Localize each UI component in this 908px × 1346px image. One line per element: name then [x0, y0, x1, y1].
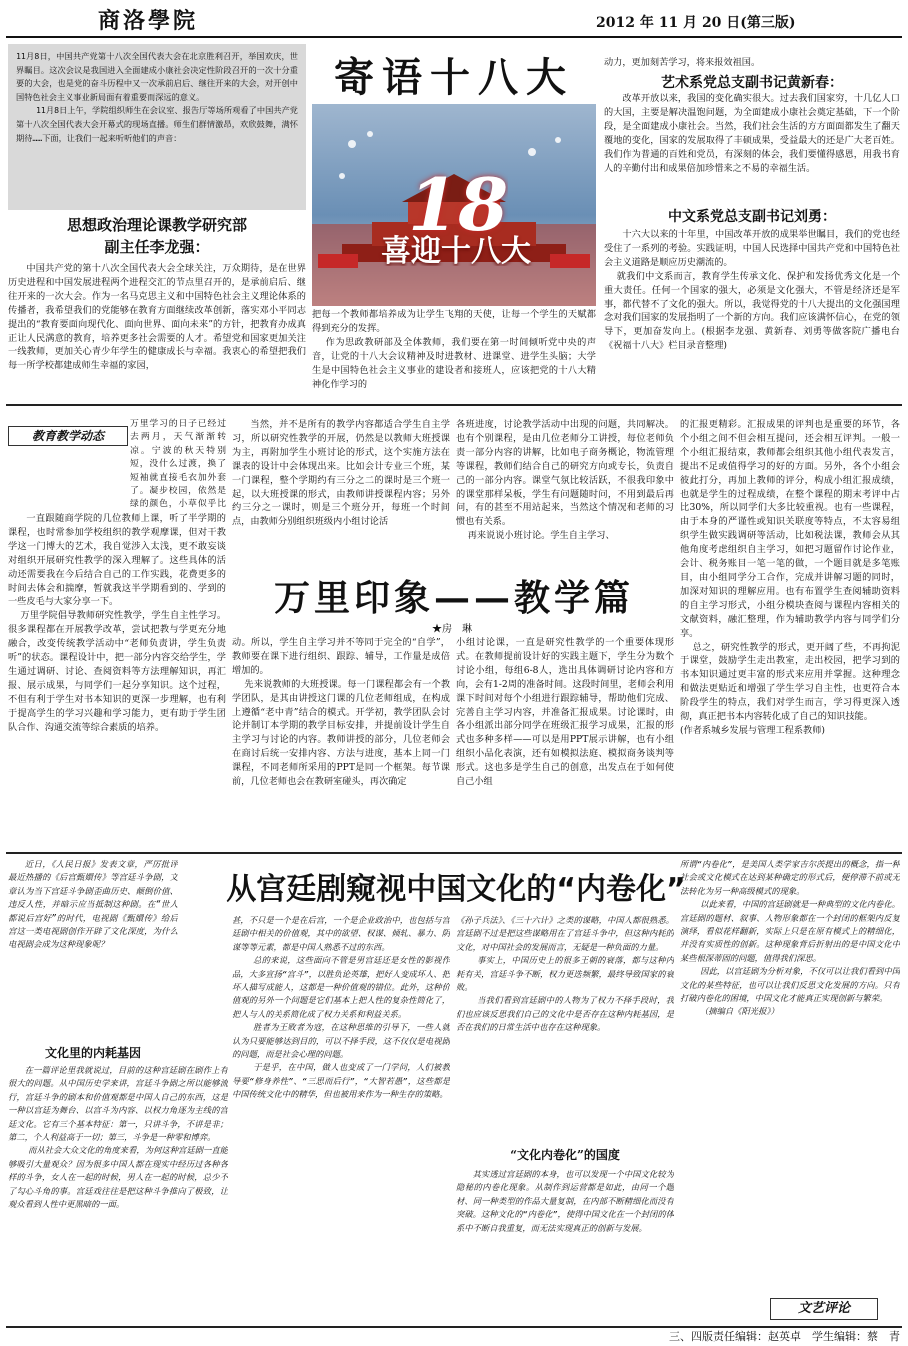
middle-title: 万里印象——教学篇	[273, 577, 634, 619]
mid-col4: 的汇报更精彩。汇报成果的评判也是重要的环节，各个小组之间不但会相互提问，还会相互评判。一般一个小组汇报结束，教师都会组织其他小组代表发言，提出不足或值得学习的好的方面。另外，各个小组会彼此打分，再加上教师的评分，构成小组汇报成绩，也就是学生的过程成绩，在整个课程的期末考评中占比30%，所以同学们大多比较重视。也有一些课程，由于本身的严谨性或知识关联度等特点，不太容易组织学生做实践调研等活动，比如税法课，教师会从其他角度考虑组织自主学习，如把习题留作讨论作业，会计、税务账目一笔一笔的做，一个题目就是多笔账目，由小组同学分工合作，完成并讲解习题的同时，加深对知识的理解应用。也有布置学生查阅辅助资料的自主学习形式，小组分模块查阅与课程内容相关的文献资料，融汇整理，作为辅助教学内容与同学们分享。 总之，研究性教学的形式，更开阔了些，不再拘泥于课堂，鼓励学生走出教室，走出校园，把学习到的书本知识通过更丰富的形式来应用并掌握。这种理念和做法更贴近和增强了学生学习自主性，也更符合本阶段学生的特点，我们对学生而言，学习得更深入透彻，真正把书本内容转化成了自己的知识技能。 (作者系城乡发展与管理工程系教师)	[680, 419, 900, 736]
bottom-col2: 甚，不只是一个是在后宫，一个是企业政治中，也包括与宫廷剧中相关的价值观，其中的欲望、权谋、倾轧、暴力、阴谋等等元素，都是中国人熟悉不过的东西。 总的来说，这些面向不管是男宫廷还是女性的影视作品，大多宣扬“宫斗”，以胜负论英雄，把好人变成坏人、把坏人描写成能人，这都是一种价值观的错位。此外，这种价值观的另外一个问题是它们基本上把人性的复杂性简化了，把人与人的关系简化成了权力关系和利益关系。 胜者为王败者为寇，在这种思维的引导下，一些人就认为只要能够达到目的，可以不择手段，这不仅仅是电视剧的问题，而是社会心理的问题。 于是乎，在中国，做人也变成了一门学问，人们被教导要“修身养性”、“三思而后行”，“大智若愚”，这些都是中国传统文化中的精华，但也被用来作为一种生存的策略。	[232, 915, 450, 1100]
left-heading-1: 思想政治理论课教学研究部	[66, 216, 247, 234]
bottom-intro: 近日，《人民日报》发表文章，严厉批评最近热播的《后宫甄嬛传》等宫廷斗争剧，文章认为当下宫廷斗争剧歪曲历史、颠倒价值、违反人性，并暗示应当抵制这种剧。在“世人都说后宫好”的时代，电视剧《甄嬛传》给后宫这一类电视剧创作开辟了文化深度，为什么电视剧会成为这种现象呢？	[8, 859, 178, 950]
right-intro: 动力，更加刻苦学习，将来报效祖国。	[604, 57, 761, 68]
intro-text: 11月8日，中国共产党第十八次全国代表大会在北京胜利召开，举国欢庆，世界瞩目。这次会议是我国进入全面建成小康社会决定性阶段召开的一次十分重要的大会，也是党的奋斗历程中又一次承前启后、继往开来的大会，对开创中国特色社会主义事业新局面有着重要而深远的意义。 11月8日上午，学院组织师生在会议室、报告厅等场所观看了中国共产党第十八次全国代表大会开幕式的现场直播。师生们群情激昂，欢欣鼓舞，满怀期待……下面，让我们一起来听听他们的声音：	[16, 51, 298, 143]
section-rule-1	[6, 404, 902, 406]
bottom-col1: 在一篇评论里我就说过，目前的这种宫廷剧在剧作上有很大的问题。从中国历史学来讲，宫廷斗争剧之所以能够流行，宫廷斗争的剧本和价值观都是中国人自己的东西，这是一种以宫廷为舞台、以宫斗为内容、以权力角逐为主线的宫廷文化。它有三个基本特征：第一，只讲斗争，不讲是非；第二，个人利益高于一切；第三，斗争是一种零和博弈。 而从社会大众文化的角度来看，为何这种宫廷剧一直能够吸引大量观众？因为很多中国人都在现实中经历过各种各样的斗争，女人在一起的时候，男人在一起的时候，总少不了勾心斗角的事。宫廷戏往往是把这种斗争推向了极致，让观众看到人性中更黑暗的一面。	[8, 1065, 228, 1210]
bottom-col4: 所谓“内卷化”，是美国人类学家吉尔茨提出的概念，指一种社会或文化模式在达到某种确定的形式后，便停滞不前或无法转化为另一种高级模式的现象。 以此来看，中国的宫廷剧就是一种典型的文化内卷化。宫廷剧的题材、叙事、人物形象都在一个封闭的框架内反复演绎，看似花样翻新，实际上只是在原有模式上的精细化，并没有实质性的创新。这种现象背后折射出的是中国文化中某些根深蒂固的问题，值得我们深思。 因此，以宫廷剧为分析对象，不仅可以让我们看到中国文化的某些特征，也可以让我们反思文化发展的方向。只有打破内卷化的困境，中国文化才能真正实现创新与繁荣。 （摘编自《阳光报》）	[680, 859, 900, 1017]
banner-image	[312, 104, 596, 306]
right-body-2: 十六大以来的十年里，中国改革开放的成果举世瞩目，我们的党也经受住了一系列的考验。实践证明，中国人民选择中国共产党和中国特色社会主义道路是顺应历史潮流的。 就我们中文系而言，教育学生传承文化、保护和发扬优秀文化是一个重大责任。任何一个国家的强大，必须是文化强大，不管是经济还是军事，都代替不了文化的强大。所以，我觉得党的十八大提出的文化强国理念对我们国家的发展指明了一个新的方向。我们应该满怀信心，在党的领导下，更加奋发向上。(根据李龙强、黄新春、刘勇等做客院广播电台《祝福十八大》栏目录音整理)	[604, 229, 900, 352]
left-heading-2: 副主任李龙强：	[104, 238, 210, 256]
bottom-col3: 《孙子兵法》、《三十六计》之类的谋略，中国人都很熟悉。宫廷剧不过是把这些谋略用在了宫廷斗争中，但这种内耗的文化，对中国社会的发展而言，无疑是一种负面的力量。 事实上，中国历史上的很多王朝的衰落，都与这种内耗有关，宫廷斗争不断，权力更迭频繁，最终导致国家的衰败。 当我们看到宫廷剧中的人物为了权力不择手段时，我们也应该反思我们自己的文化中是否存在这种内耗基因，是否在我们的日常生活中也存在这种现象。	[456, 915, 674, 1033]
section-tag-teaching: 教育教学动态	[8, 426, 128, 446]
issue-date: 2012 年 11 月 20 日(第三版)	[596, 15, 796, 31]
bottom-title: 从宫廷剧窥视中国文化的“内卷化”	[226, 872, 686, 907]
right-body-1: 改革开放以来，我国的变化确实很大。过去我们国家穷，十几亿人口的大国，主要是解决温饱问题，为全面建成小康社会奠定基础，下一个阶段，是全面建成小康社会。当然，我们社会生活的方方面面都发生了翻天覆地的变化，国家的发展取得了丰硕成果，受益最大的还是广大老百姓。我们作为普通的百姓和党员，有深刻的体会，我们要懂得感恩，用我书育人的辛勤付出和成果倍加珍惜来之不易的幸福生活。	[604, 93, 900, 174]
mid-col1-top: 万里学习的日子已经过去两月，天气渐渐转凉。宁波的秋天特别短，没什么过渡，换了短袖就直接毛衣加外套了。凝步校园，依然是绿的颜色，小草似乎比	[130, 419, 226, 510]
masthead: 商洛學院	[98, 8, 199, 34]
footer-editors: 三、四版责任编辑：赵英卓 学生编辑：蔡 青	[669, 1330, 900, 1343]
section-tag-review: 文艺评论	[770, 1298, 878, 1320]
bottom-subheading-1: 文化里的内耗基因	[44, 1046, 141, 1060]
mid-col3-bottom: 小组讨论课，一直是研究性教学的一个重要体现形式。在教师提前设计好的实践主题下，学生分为数个讨论小组，每组6-8人，选出具体调研讨论内容和方向，会有1-2周的准备时间。这段时间里，老师会利用课下时间对每个小组进行跟踪辅导，帮助他们完成、完善自主学习内容，并准备汇报成果。讨论课时，由各小组派出部分同学在班级汇报学习成果，汇报的形式也多种多样——可以是用PPT展示讲解，也有小组组织小品化表演，还有如模拟法庭、模拟商务谈判等形式。这也多是学生自己的创意，出发点在于如何使自己小组	[456, 637, 674, 788]
right-heading-1: 艺术系党总支副书记黄新春：	[661, 75, 843, 91]
left-body: 中国共产党的第十八次全国代表大会全球关注，万众期待，是在世界历史进程和中国发展进程两个进程交汇的节点里召开的，是承前启后、继往开来的一次大会。作为一名马克思主义和中国特色社会主义理论体系的传播者，我希望我们的党能够在教育方面继续改革创新，落实邓小平同志提出的“教育要面向现代化、面向世界、面向未来”的方针，把教育办成真正让人民满意的教育，培养更多社会需要的人才。希望党和国家更加关注一线教师，更加关心青少年学生的健康成长与幸福。我衷心的希望把我们每一所学校都建成师生幸福的家园，	[8, 263, 306, 372]
banner-text: 喜迎十八大	[381, 234, 531, 266]
banner-number: 18	[408, 162, 508, 242]
right-heading-2: 中文系党总支副书记刘勇：	[668, 209, 836, 225]
section-rule-2	[6, 852, 902, 854]
intro-box	[8, 44, 306, 210]
top-title: 寄语十八大	[334, 55, 574, 101]
header-rule	[6, 36, 902, 38]
mid-col1-bottom: 一直跟随商学院的几位教师上课，听了半学期的课程，也时常参加学校组织的教学观摩课，但对干教学这一门博大的艺术，我自觉涉入太浅，更不敢妄谈对组织开展研究性教学的深入理解了。这些具体的活动还需要我在今后结合自己的工作实践，花费更多的时间去体会和揣摩，暂就我这半学期看到的、学到的一些皮毛与大家分享一下。 万里学院倡导教师研究性教学，学生自主性学习。很多课程都在开展教学改革，尝试把教与学更充分地融合，改变传统教学活动中“老师负责讲，学生负责听”的状态。课程设计中，把一部分内容交给学生，学生通过调研、讨论、查阅资料等方法理解知识，再汇报、展示成果，与同学们一起分享知识。这个过程，不但有利于学生对书本知识的更深一步理解，也有利于提高学生的学习兴趣和学习能力，更有助于学生团队合作、沟通交流等综合素质的培养。	[8, 513, 226, 733]
bottom-col3-bottom: 其实透过宫廷剧的本身，也可以发现一个中国文化较为隐秘的内卷化现象。从制作到运营都是如此，由同一个题材、同一种类型的作品大量复制，在内部不断精细化而没有突破。这种文化的“内卷化”，使得中国文化在一个封闭的体系中不断自我重复，而无法实现真正的创新与发展。	[456, 1169, 674, 1233]
mid-body: 把每一个教师都培养成为让学生飞翔的天使，让每一个学生的天赋都得到充分的发挥。 作为思政教研部及全体教师，我们要在第一时间倾听党中央的声音，让党的十八大会议精神及时进教材、进课堂、进学生头脑；大学生是中国特色社会主义事业的建设者和接班人，应该把党的十八大精神化作学习的	[312, 309, 596, 390]
mid-col3-top: 各班进度，讨论教学活动中出现的问题，共同解决。也有个别课程，是由几位老师分工讲授，每位老师负责一部分内容的讲解，比如电子商务概论，物流管理等课程，教师们结合自己的研究方向或专长，负责自己的一部分内容。课堂气氛比较活跃，不很我印象中的课堂那样呆板，学生有问题随时问，不用到最后再问，有的甚至不用站起来，当然这个情况和老师的习惯也有关系。 再来说说小班讨论。学生自主学习、	[456, 419, 674, 542]
mid-col2-bottom: 动。所以，学生自主学习并不等同于完全的“自学”，教师要在课下进行组织、跟踪、辅导，工作量是成倍增加的。 先来说教师的大班授课。每一门课程都会有一个教学团队，是其由讲授这门课的几位老师组成，在构成上遵循“老中青”结合的模式。开学初，教学团队会讨论并制订本学期的教学目标安排，并提前设计学生自主学习与讨论的内容。教师讲授的部分，几位老师会在商讨后统一安排内容、方法与进度，基本上同一门课程，不同老师所采用的PPT是同一个框架。每节课前，几位老师也会在教研室碰头，再次确定	[232, 637, 450, 788]
bottom-subheading-2: “文化内卷化”的国度	[510, 1148, 620, 1162]
mid-col2-top: 当然，并不是所有的教学内容都适合学生自主学习，所以研究性教学的开展，仍然是以教师大班授课为主，再附加学生小班讨论的形式，这个实施方法在课表的设计中会体现出来。比如会计专业三个班，某一门课程，整个学期约有三分之二的课时是三个班一起，以大班授课的形式，由教师讲授课程内容；另外约三分之一课时，则是三个班分开，每班一个时间点，由教师分别组织班级内小组讨论活	[232, 419, 450, 528]
middle-author: ★房 琳	[432, 624, 472, 634]
